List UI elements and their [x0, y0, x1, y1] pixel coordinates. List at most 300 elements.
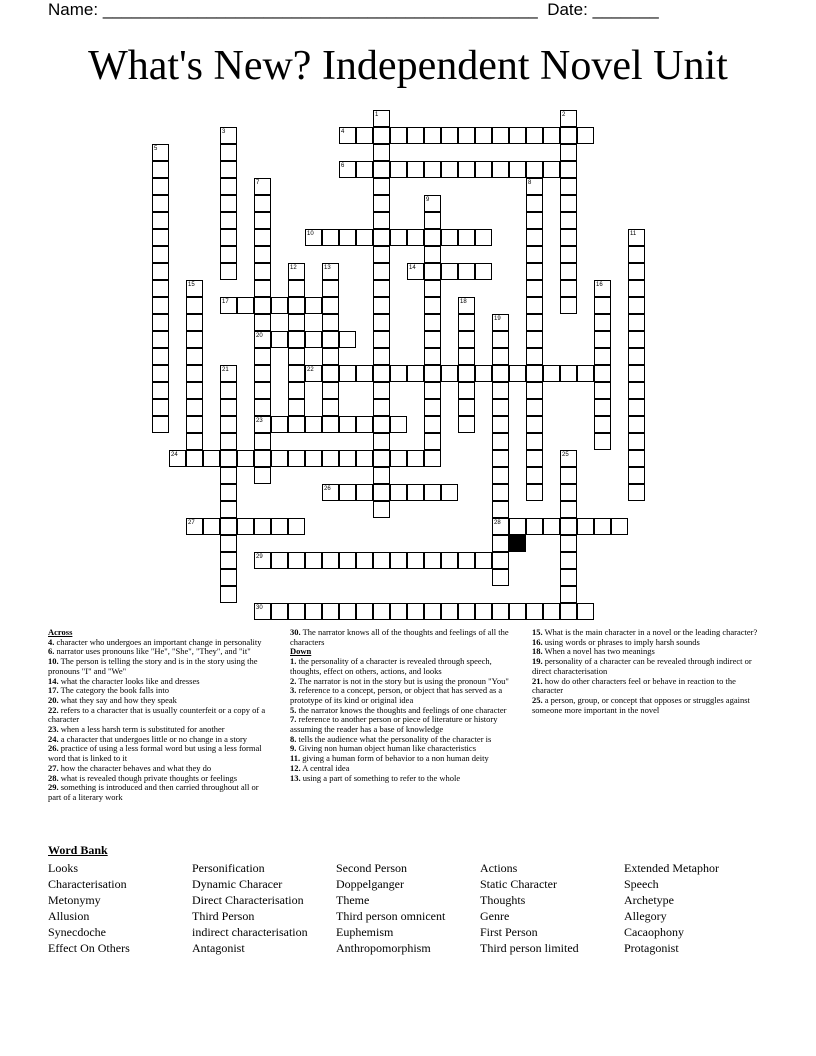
- crossword-cell[interactable]: [560, 195, 577, 212]
- crossword-cell[interactable]: [152, 263, 169, 280]
- crossword-cell[interactable]: [288, 348, 305, 365]
- crossword-cell[interactable]: [373, 212, 390, 229]
- crossword-cell[interactable]: [628, 484, 645, 501]
- crossword-cell[interactable]: [628, 229, 645, 246]
- crossword-cell[interactable]: [560, 110, 577, 127]
- crossword-cell[interactable]: [628, 433, 645, 450]
- crossword-cell[interactable]: [441, 263, 458, 280]
- crossword-cell[interactable]: [373, 314, 390, 331]
- crossword-cell[interactable]: [526, 297, 543, 314]
- crossword-cell[interactable]: [628, 280, 645, 297]
- crossword-cell[interactable]: [186, 399, 203, 416]
- crossword-cell[interactable]: [220, 569, 237, 586]
- crossword-cell[interactable]: [322, 314, 339, 331]
- crossword-cell[interactable]: [424, 399, 441, 416]
- crossword-cell[interactable]: [373, 484, 390, 501]
- crossword-cell[interactable]: [152, 280, 169, 297]
- crossword-cell[interactable]: [254, 195, 271, 212]
- crossword-cell[interactable]: [373, 450, 390, 467]
- crossword-cell[interactable]: [475, 603, 492, 620]
- crossword-cell[interactable]: [271, 297, 288, 314]
- crossword-cell[interactable]: [220, 297, 237, 314]
- crossword-cell[interactable]: [492, 331, 509, 348]
- crossword-cell[interactable]: [373, 348, 390, 365]
- crossword-cell[interactable]: [254, 416, 271, 433]
- crossword-cell[interactable]: [560, 586, 577, 603]
- crossword-cell[interactable]: [322, 416, 339, 433]
- crossword-cell[interactable]: [322, 365, 339, 382]
- crossword-cell[interactable]: [560, 161, 577, 178]
- crossword-cell[interactable]: [526, 331, 543, 348]
- crossword-cell[interactable]: [509, 127, 526, 144]
- crossword-cell[interactable]: [220, 501, 237, 518]
- crossword-cell[interactable]: [322, 280, 339, 297]
- crossword-cell[interactable]: [152, 195, 169, 212]
- crossword-cell[interactable]: [339, 229, 356, 246]
- crossword-cell[interactable]: [424, 331, 441, 348]
- crossword-cell[interactable]: [424, 603, 441, 620]
- crossword-cell[interactable]: [373, 365, 390, 382]
- crossword-cell[interactable]: [186, 450, 203, 467]
- crossword-cell[interactable]: [390, 416, 407, 433]
- crossword-cell[interactable]: [526, 246, 543, 263]
- crossword-cell[interactable]: [560, 484, 577, 501]
- crossword-cell[interactable]: [390, 450, 407, 467]
- crossword-cell[interactable]: [458, 365, 475, 382]
- crossword-cell[interactable]: [220, 127, 237, 144]
- crossword-cell[interactable]: [373, 110, 390, 127]
- crossword-cell[interactable]: [152, 229, 169, 246]
- crossword-cell[interactable]: [288, 603, 305, 620]
- crossword-cell[interactable]: [543, 161, 560, 178]
- crossword-cell[interactable]: [560, 467, 577, 484]
- crossword-cell[interactable]: [407, 263, 424, 280]
- crossword-cell[interactable]: [254, 263, 271, 280]
- crossword-cell[interactable]: [424, 365, 441, 382]
- crossword-cell[interactable]: [373, 127, 390, 144]
- crossword-cell[interactable]: [526, 450, 543, 467]
- crossword-cell[interactable]: [373, 433, 390, 450]
- crossword-cell[interactable]: [322, 331, 339, 348]
- crossword-cell[interactable]: [373, 416, 390, 433]
- crossword-cell[interactable]: [220, 416, 237, 433]
- crossword-cell[interactable]: [407, 229, 424, 246]
- crossword-cell[interactable]: [526, 212, 543, 229]
- crossword-cell[interactable]: [594, 331, 611, 348]
- crossword-cell[interactable]: [560, 127, 577, 144]
- crossword-cell[interactable]: [186, 365, 203, 382]
- crossword-cell[interactable]: [254, 467, 271, 484]
- crossword-cell[interactable]: [220, 365, 237, 382]
- crossword-cell[interactable]: [492, 382, 509, 399]
- crossword-cell[interactable]: [560, 552, 577, 569]
- crossword-cell[interactable]: [288, 450, 305, 467]
- crossword-cell[interactable]: [458, 263, 475, 280]
- crossword-cell[interactable]: [390, 552, 407, 569]
- crossword-cell[interactable]: [288, 314, 305, 331]
- crossword-cell[interactable]: [254, 297, 271, 314]
- crossword-cell[interactable]: [526, 161, 543, 178]
- crossword-cell[interactable]: [305, 229, 322, 246]
- crossword-cell[interactable]: [373, 161, 390, 178]
- crossword-cell[interactable]: [628, 365, 645, 382]
- crossword-cell[interactable]: [220, 586, 237, 603]
- crossword-cell[interactable]: [526, 433, 543, 450]
- crossword-cell[interactable]: [526, 603, 543, 620]
- crossword-cell[interactable]: [152, 178, 169, 195]
- crossword-cell[interactable]: [407, 365, 424, 382]
- crossword-cell[interactable]: [288, 365, 305, 382]
- crossword-cell[interactable]: [288, 416, 305, 433]
- crossword-cell[interactable]: [424, 246, 441, 263]
- crossword-cell[interactable]: [356, 127, 373, 144]
- crossword-cell[interactable]: [254, 212, 271, 229]
- crossword-cell[interactable]: [407, 161, 424, 178]
- crossword-cell[interactable]: [577, 603, 594, 620]
- crossword-cell[interactable]: [509, 518, 526, 535]
- crossword-cell[interactable]: [560, 518, 577, 535]
- crossword-cell[interactable]: [628, 382, 645, 399]
- crossword-cell[interactable]: [526, 467, 543, 484]
- crossword-cell[interactable]: [322, 450, 339, 467]
- crossword-cell[interactable]: [220, 161, 237, 178]
- crossword-cell[interactable]: [628, 467, 645, 484]
- crossword-cell[interactable]: [322, 603, 339, 620]
- crossword-cell[interactable]: [356, 365, 373, 382]
- crossword-cell[interactable]: [373, 552, 390, 569]
- crossword-cell[interactable]: [594, 382, 611, 399]
- crossword-cell[interactable]: [594, 365, 611, 382]
- crossword-cell[interactable]: [305, 331, 322, 348]
- crossword-cell[interactable]: [305, 603, 322, 620]
- crossword-cell[interactable]: [560, 263, 577, 280]
- crossword-cell[interactable]: [560, 569, 577, 586]
- crossword-cell[interactable]: [220, 484, 237, 501]
- crossword-cell[interactable]: [373, 603, 390, 620]
- crossword-cell[interactable]: [373, 382, 390, 399]
- crossword-cell[interactable]: [373, 280, 390, 297]
- crossword-cell[interactable]: [492, 501, 509, 518]
- crossword-cell[interactable]: [220, 178, 237, 195]
- crossword-cell[interactable]: [543, 603, 560, 620]
- crossword-cell[interactable]: [424, 127, 441, 144]
- crossword-cell[interactable]: [220, 433, 237, 450]
- crossword-cell[interactable]: [526, 280, 543, 297]
- crossword-cell[interactable]: [577, 365, 594, 382]
- crossword-cell[interactable]: [339, 416, 356, 433]
- crossword-cell[interactable]: [203, 450, 220, 467]
- crossword-cell[interactable]: [441, 484, 458, 501]
- crossword-cell[interactable]: [628, 314, 645, 331]
- crossword-cell[interactable]: [237, 297, 254, 314]
- crossword-cell[interactable]: [390, 484, 407, 501]
- crossword-cell[interactable]: [271, 450, 288, 467]
- crossword-cell[interactable]: [339, 365, 356, 382]
- crossword-cell[interactable]: [152, 246, 169, 263]
- crossword-cell[interactable]: [390, 127, 407, 144]
- crossword-cell[interactable]: [594, 399, 611, 416]
- crossword-cell[interactable]: [322, 297, 339, 314]
- crossword-cell[interactable]: [305, 365, 322, 382]
- crossword-cell[interactable]: [509, 365, 526, 382]
- crossword-cell[interactable]: [458, 229, 475, 246]
- crossword-cell[interactable]: [152, 365, 169, 382]
- crossword-cell[interactable]: [254, 331, 271, 348]
- crossword-cell[interactable]: [356, 161, 373, 178]
- crossword-cell[interactable]: [220, 552, 237, 569]
- crossword-cell[interactable]: [458, 314, 475, 331]
- crossword-cell[interactable]: [407, 484, 424, 501]
- crossword-cell[interactable]: [458, 603, 475, 620]
- crossword-cell[interactable]: [475, 161, 492, 178]
- crossword-cell[interactable]: [254, 399, 271, 416]
- crossword-cell[interactable]: [254, 348, 271, 365]
- crossword-cell[interactable]: [373, 467, 390, 484]
- crossword-cell[interactable]: [373, 331, 390, 348]
- crossword-cell[interactable]: [628, 263, 645, 280]
- crossword-cell[interactable]: [458, 297, 475, 314]
- crossword-cell[interactable]: [628, 450, 645, 467]
- crossword-cell[interactable]: [560, 246, 577, 263]
- crossword-cell[interactable]: [424, 484, 441, 501]
- crossword-cell[interactable]: [169, 450, 186, 467]
- crossword-cell[interactable]: [458, 161, 475, 178]
- crossword-cell[interactable]: [373, 229, 390, 246]
- crossword-cell[interactable]: [407, 552, 424, 569]
- crossword-cell[interactable]: [220, 535, 237, 552]
- crossword-cell[interactable]: [526, 365, 543, 382]
- crossword-cell[interactable]: [458, 331, 475, 348]
- crossword-cell[interactable]: [339, 331, 356, 348]
- crossword-cell[interactable]: [373, 144, 390, 161]
- crossword-cell[interactable]: [628, 297, 645, 314]
- crossword-cell[interactable]: [560, 501, 577, 518]
- crossword-cell[interactable]: [526, 416, 543, 433]
- crossword-cell[interactable]: [288, 280, 305, 297]
- crossword-cell[interactable]: [560, 535, 577, 552]
- crossword-cell[interactable]: [339, 603, 356, 620]
- crossword-cell[interactable]: [152, 297, 169, 314]
- crossword-cell[interactable]: [424, 263, 441, 280]
- crossword-cell[interactable]: [254, 552, 271, 569]
- crossword-cell[interactable]: [254, 603, 271, 620]
- crossword-cell[interactable]: [594, 280, 611, 297]
- crossword-cell[interactable]: [152, 399, 169, 416]
- crossword-cell[interactable]: [322, 382, 339, 399]
- crossword-cell[interactable]: [424, 382, 441, 399]
- crossword-cell[interactable]: [271, 603, 288, 620]
- crossword-cell[interactable]: [424, 348, 441, 365]
- crossword-cell[interactable]: [152, 212, 169, 229]
- crossword-cell[interactable]: [305, 552, 322, 569]
- crossword-cell[interactable]: [152, 144, 169, 161]
- crossword-cell[interactable]: [560, 178, 577, 195]
- crossword-cell[interactable]: [271, 518, 288, 535]
- crossword-cell[interactable]: [271, 416, 288, 433]
- crossword-cell[interactable]: [339, 484, 356, 501]
- crossword-cell[interactable]: [237, 518, 254, 535]
- crossword-cell[interactable]: [254, 280, 271, 297]
- crossword-cell[interactable]: [628, 399, 645, 416]
- crossword-cell[interactable]: [509, 603, 526, 620]
- crossword-cell[interactable]: [407, 450, 424, 467]
- crossword-cell[interactable]: [322, 229, 339, 246]
- crossword-cell[interactable]: [424, 314, 441, 331]
- date-blank[interactable]: _______: [592, 0, 659, 19]
- crossword-cell[interactable]: [441, 127, 458, 144]
- crossword-cell[interactable]: [288, 331, 305, 348]
- crossword-cell[interactable]: [373, 501, 390, 518]
- crossword-cell[interactable]: [424, 195, 441, 212]
- crossword-cell[interactable]: [628, 246, 645, 263]
- crossword-cell[interactable]: [475, 127, 492, 144]
- crossword-cell[interactable]: [492, 399, 509, 416]
- crossword-cell[interactable]: [560, 365, 577, 382]
- crossword-cell[interactable]: [560, 280, 577, 297]
- crossword-cell[interactable]: [526, 178, 543, 195]
- crossword-cell[interactable]: [628, 416, 645, 433]
- crossword-cell[interactable]: [152, 314, 169, 331]
- crossword-cell[interactable]: [390, 365, 407, 382]
- crossword-cell[interactable]: [254, 365, 271, 382]
- crossword-cell[interactable]: [305, 297, 322, 314]
- crossword-cell[interactable]: [441, 365, 458, 382]
- crossword-cell[interactable]: [373, 297, 390, 314]
- crossword-cell[interactable]: [458, 382, 475, 399]
- crossword-cell[interactable]: [492, 484, 509, 501]
- crossword-cell[interactable]: [458, 127, 475, 144]
- crossword-cell[interactable]: [526, 229, 543, 246]
- crossword-cell[interactable]: [152, 161, 169, 178]
- crossword-cell[interactable]: [220, 467, 237, 484]
- crossword-cell[interactable]: [186, 348, 203, 365]
- crossword-cell[interactable]: [288, 382, 305, 399]
- crossword-cell[interactable]: [339, 552, 356, 569]
- crossword-cell[interactable]: [186, 314, 203, 331]
- crossword-cell[interactable]: [186, 297, 203, 314]
- crossword-cell[interactable]: [339, 161, 356, 178]
- crossword-cell[interactable]: [441, 229, 458, 246]
- crossword-cell[interactable]: [594, 314, 611, 331]
- crossword-cell[interactable]: [560, 603, 577, 620]
- crossword-cell[interactable]: [492, 161, 509, 178]
- crossword-cell[interactable]: [526, 195, 543, 212]
- crossword-cell[interactable]: [492, 416, 509, 433]
- crossword-cell[interactable]: [526, 127, 543, 144]
- crossword-cell[interactable]: [288, 552, 305, 569]
- crossword-cell[interactable]: [220, 229, 237, 246]
- crossword-cell[interactable]: [526, 382, 543, 399]
- crossword-cell[interactable]: [475, 263, 492, 280]
- crossword-cell[interactable]: [254, 382, 271, 399]
- crossword-cell[interactable]: [543, 518, 560, 535]
- crossword-cell[interactable]: [254, 229, 271, 246]
- crossword-cell[interactable]: [237, 450, 254, 467]
- crossword-cell[interactable]: [339, 127, 356, 144]
- crossword-cell[interactable]: [543, 365, 560, 382]
- crossword-cell[interactable]: [509, 161, 526, 178]
- crossword-cell[interactable]: [441, 161, 458, 178]
- name-blank[interactable]: ______________________________________________: [102, 0, 538, 19]
- crossword-cell[interactable]: [577, 518, 594, 535]
- crossword-cell[interactable]: [271, 331, 288, 348]
- crossword-cell[interactable]: [390, 603, 407, 620]
- crossword-cell[interactable]: [322, 348, 339, 365]
- crossword-cell[interactable]: [594, 297, 611, 314]
- crossword-cell[interactable]: [492, 569, 509, 586]
- crossword-cell[interactable]: [186, 382, 203, 399]
- crossword-cell[interactable]: [424, 433, 441, 450]
- crossword-cell[interactable]: [288, 297, 305, 314]
- crossword-cell[interactable]: [322, 552, 339, 569]
- crossword-cell[interactable]: [560, 450, 577, 467]
- crossword-cell[interactable]: [424, 212, 441, 229]
- crossword-cell[interactable]: [288, 518, 305, 535]
- crossword-cell[interactable]: [220, 246, 237, 263]
- crossword-cell[interactable]: [594, 433, 611, 450]
- crossword-cell[interactable]: [356, 552, 373, 569]
- crossword-cell[interactable]: [424, 297, 441, 314]
- crossword-cell[interactable]: [492, 348, 509, 365]
- crossword-cell[interactable]: [492, 314, 509, 331]
- crossword-cell[interactable]: [322, 484, 339, 501]
- crossword-cell[interactable]: [356, 484, 373, 501]
- crossword-cell[interactable]: [254, 246, 271, 263]
- crossword-cell[interactable]: [526, 314, 543, 331]
- crossword-cell[interactable]: [356, 450, 373, 467]
- crossword-cell[interactable]: [254, 450, 271, 467]
- crossword-cell[interactable]: [373, 178, 390, 195]
- crossword-cell[interactable]: [424, 280, 441, 297]
- crossword-cell[interactable]: [220, 195, 237, 212]
- crossword-cell[interactable]: [560, 144, 577, 161]
- crossword-cell[interactable]: [373, 195, 390, 212]
- crossword-cell[interactable]: [492, 467, 509, 484]
- crossword-cell[interactable]: [492, 518, 509, 535]
- crossword-cell[interactable]: [186, 416, 203, 433]
- crossword-cell[interactable]: [560, 212, 577, 229]
- crossword-cell[interactable]: [594, 518, 611, 535]
- crossword-cell[interactable]: [628, 331, 645, 348]
- crossword-cell[interactable]: [577, 127, 594, 144]
- crossword-cell[interactable]: [152, 416, 169, 433]
- crossword-cell[interactable]: [594, 416, 611, 433]
- crossword-cell[interactable]: [220, 450, 237, 467]
- crossword-cell[interactable]: [475, 552, 492, 569]
- crossword-cell[interactable]: [458, 399, 475, 416]
- crossword-cell[interactable]: [441, 552, 458, 569]
- crossword-cell[interactable]: [356, 229, 373, 246]
- crossword-cell[interactable]: [373, 399, 390, 416]
- crossword-cell[interactable]: [492, 365, 509, 382]
- crossword-cell[interactable]: [424, 450, 441, 467]
- crossword-cell[interactable]: [526, 263, 543, 280]
- crossword-cell[interactable]: [305, 450, 322, 467]
- crossword-cell[interactable]: [152, 348, 169, 365]
- crossword-cell[interactable]: [526, 484, 543, 501]
- crossword-cell[interactable]: [492, 603, 509, 620]
- crossword-cell[interactable]: [322, 263, 339, 280]
- crossword-cell[interactable]: [254, 178, 271, 195]
- crossword-cell[interactable]: [628, 348, 645, 365]
- crossword-cell[interactable]: [288, 263, 305, 280]
- crossword-cell[interactable]: [220, 212, 237, 229]
- crossword-cell[interactable]: [543, 127, 560, 144]
- crossword-cell[interactable]: [271, 552, 288, 569]
- crossword-cell[interactable]: [186, 518, 203, 535]
- crossword-cell[interactable]: [611, 518, 628, 535]
- crossword-cell[interactable]: [492, 552, 509, 569]
